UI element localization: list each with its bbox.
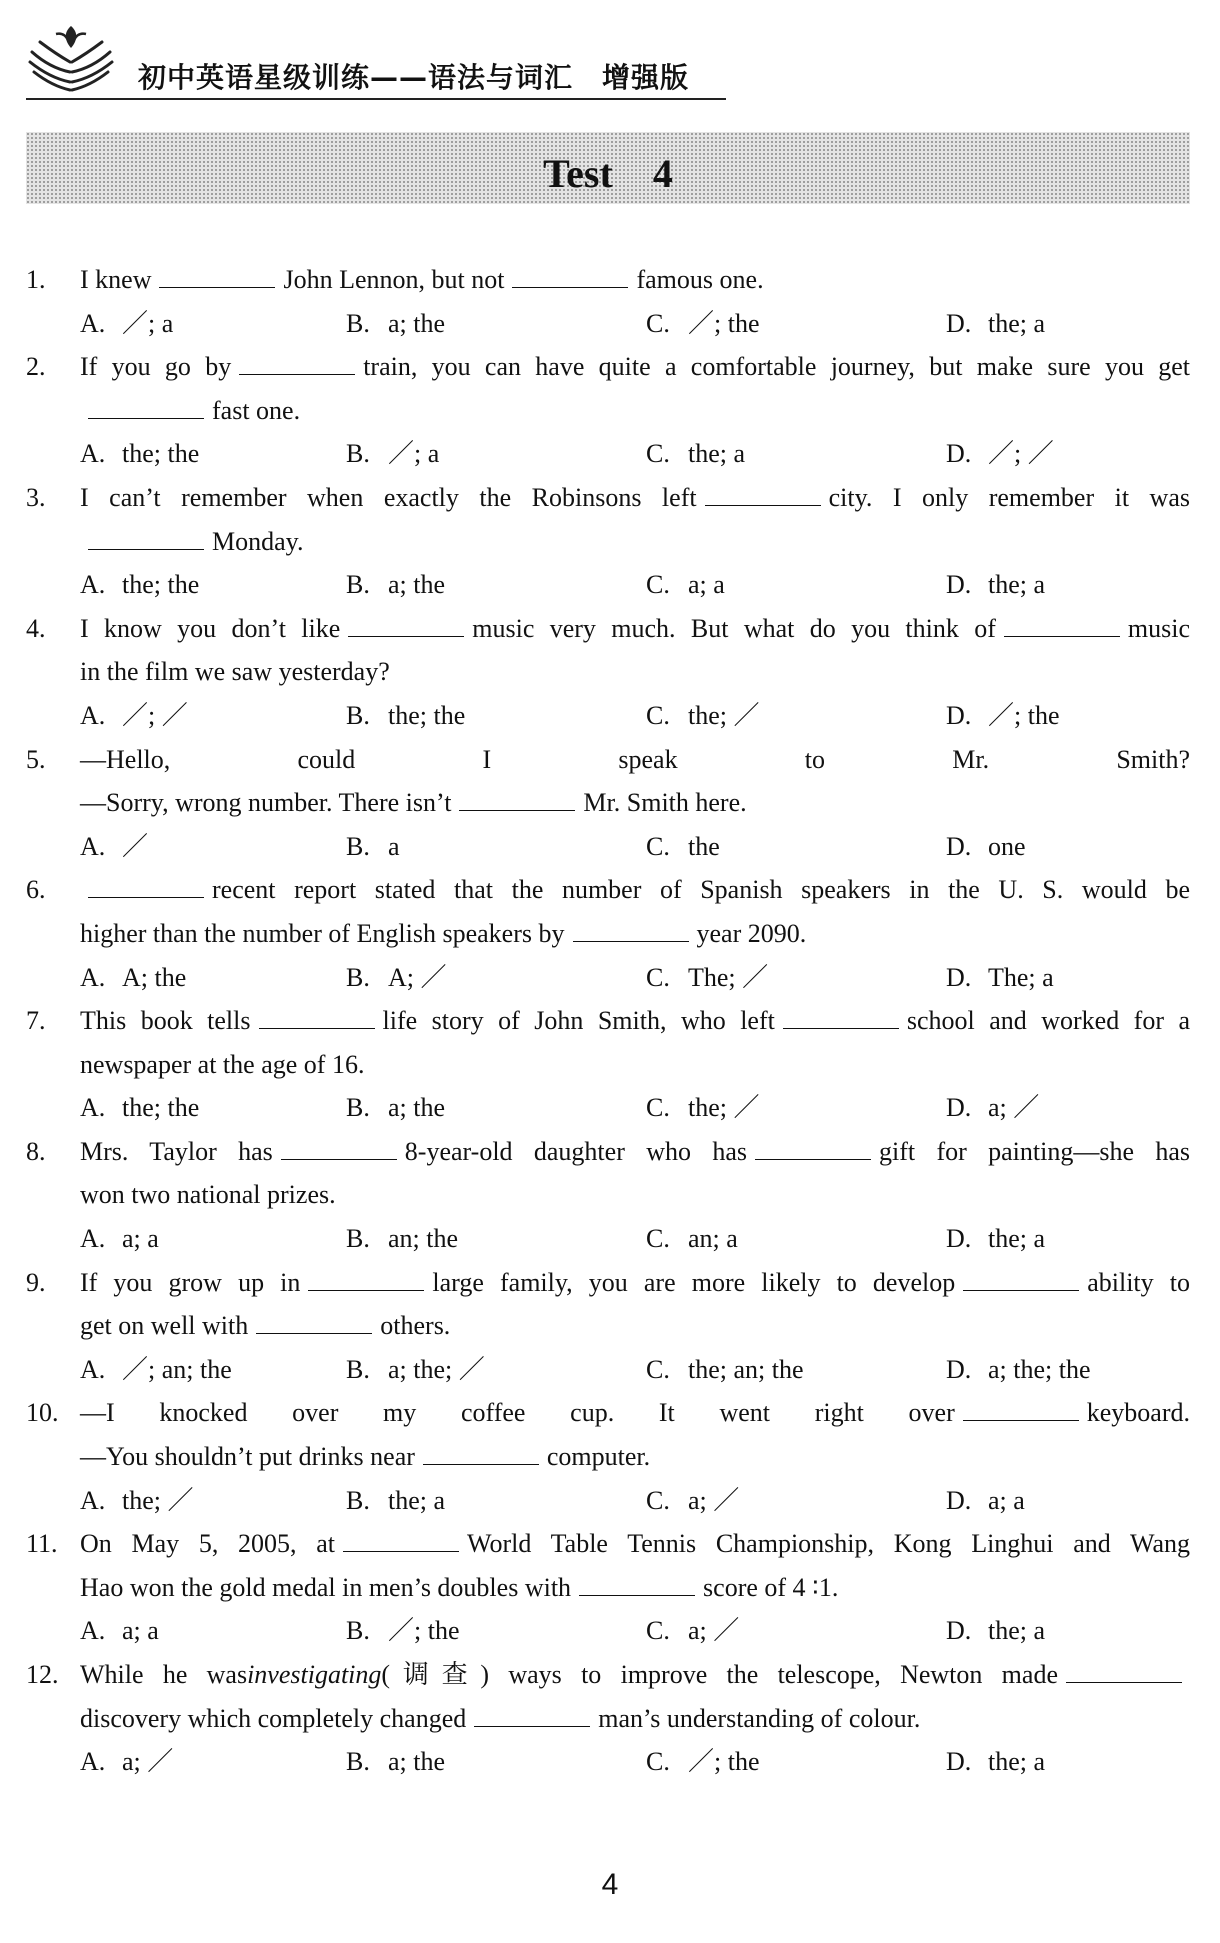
options-row <box>26 1609 1190 1653</box>
option-d[interactable] <box>946 694 1060 738</box>
option-text: the; the <box>122 439 200 469</box>
option-a[interactable] <box>80 302 173 346</box>
stem-text: While he was <box>80 1660 248 1689</box>
option-letter: D. <box>946 700 972 730</box>
options-row <box>26 694 1190 738</box>
options-row <box>26 432 1190 476</box>
question-stem-line <box>26 999 1190 1043</box>
stem-text: gift for painting—she has <box>879 1136 1191 1166</box>
option-letter: C. <box>646 1224 670 1254</box>
option-d[interactable] <box>946 1609 1045 1653</box>
option-letter: A. <box>80 1616 106 1646</box>
question-6 <box>26 868 1190 999</box>
option-text: ／; the <box>388 1616 460 1646</box>
stem-text: This book tells <box>80 1006 251 1036</box>
answer-blank[interactable] <box>239 354 355 375</box>
question-stem-line <box>26 868 1190 912</box>
option-a[interactable] <box>80 563 199 607</box>
option-letter: D. <box>946 1093 972 1123</box>
option-letter: C. <box>646 1616 670 1646</box>
stem-text: If you go by <box>80 352 232 382</box>
option-text: a; the <box>388 570 446 600</box>
options-row <box>26 1217 1190 1261</box>
option-letter: C. <box>646 308 670 338</box>
option-b[interactable] <box>346 1479 445 1523</box>
option-letter: A. <box>80 1224 106 1254</box>
option-text: the; a <box>988 570 1046 600</box>
option-a[interactable] <box>80 1086 199 1130</box>
option-letter: C. <box>646 439 670 469</box>
stem-text: Hao won the gold medal in men’s doubles with <box>80 1572 572 1602</box>
stem-text: —I knocked over my coffee cup. It went right over <box>80 1398 955 1428</box>
option-text: the; a <box>988 1616 1046 1646</box>
option-c[interactable] <box>646 956 768 1000</box>
header-rule <box>26 98 726 100</box>
option-c[interactable] <box>646 302 760 346</box>
option-text: the; ／ <box>122 1485 194 1515</box>
option-letter: B. <box>346 308 370 338</box>
option-text: the; a <box>388 1485 446 1515</box>
option-text: a; ／ <box>688 1616 740 1646</box>
stem-text: Mr. Smith here. <box>583 788 747 818</box>
option-text: ／; the <box>688 308 760 338</box>
answer-blank[interactable] <box>88 529 204 550</box>
stem-text: man’s understanding of colour. <box>598 1703 921 1733</box>
question-stem-line <box>26 781 1190 825</box>
option-d[interactable] <box>946 1479 1025 1523</box>
stem-text: in the film we saw yesterday? <box>80 657 390 687</box>
option-a[interactable] <box>80 694 188 738</box>
question-7 <box>26 999 1190 1130</box>
option-b[interactable] <box>346 1609 460 1653</box>
option-letter: D. <box>946 570 972 600</box>
option-c[interactable] <box>646 1348 804 1392</box>
options-row <box>26 825 1190 869</box>
option-text: an; the <box>388 1224 459 1254</box>
option-letter: C. <box>646 700 670 730</box>
option-letter: A. <box>80 1354 106 1384</box>
question-number: 2. <box>26 352 46 382</box>
question-5 <box>26 738 1190 869</box>
question-11 <box>26 1522 1190 1653</box>
test-title: Test 4 <box>543 151 673 196</box>
option-c[interactable] <box>646 563 725 607</box>
options-row <box>26 563 1190 607</box>
stem-text: others. <box>380 1311 451 1341</box>
stem-text: recent report stated that the number of Spanish speakers in the U. S. would be <box>212 875 1190 905</box>
answer-blank[interactable] <box>963 1270 1079 1291</box>
question-1 <box>26 258 1190 345</box>
option-letter: B. <box>346 831 370 861</box>
option-text: ／; a <box>388 439 440 469</box>
option-text: a; the; the <box>988 1354 1091 1384</box>
option-b[interactable] <box>346 1348 485 1392</box>
question-list <box>26 258 1190 1784</box>
question-stem-line <box>26 1697 1190 1741</box>
option-d[interactable] <box>946 956 1054 1000</box>
stem-text: 8-year-old daughter who has <box>404 1136 747 1166</box>
option-text: one <box>988 831 1026 861</box>
question-stem-line <box>26 650 1190 694</box>
option-b[interactable] <box>346 825 400 869</box>
option-text: a; ／ <box>988 1093 1040 1123</box>
option-letter: D. <box>946 308 972 338</box>
option-text: a; ／ <box>122 1747 174 1777</box>
answer-blank[interactable] <box>963 1400 1079 1421</box>
option-letter: B. <box>346 439 370 469</box>
option-text: ／; the <box>688 1747 760 1777</box>
option-b[interactable] <box>346 694 465 738</box>
stem-text: won two national prizes. <box>80 1180 336 1210</box>
option-text: The; ／ <box>688 962 769 992</box>
stem-text: Mrs. Taylor has <box>80 1136 273 1166</box>
options-row <box>26 1479 1190 1523</box>
option-d[interactable] <box>946 825 1026 869</box>
option-c[interactable] <box>646 1479 739 1523</box>
question-number: 4. <box>26 613 46 643</box>
question-stem-line <box>26 738 1190 782</box>
answer-blank[interactable] <box>755 1139 871 1160</box>
stem-text: school and worked for a <box>906 1006 1190 1036</box>
options-row <box>26 956 1190 1000</box>
option-text: A; the <box>122 962 187 992</box>
option-letter: A. <box>80 1747 106 1777</box>
question-number: 7. <box>26 1006 46 1036</box>
page-number: 4 <box>601 1868 619 1901</box>
option-letter: A. <box>80 700 106 730</box>
question-9 <box>26 1261 1190 1392</box>
option-text: a; a <box>122 1224 159 1254</box>
answer-blank[interactable] <box>579 1575 695 1596</box>
option-text: ／; the <box>988 700 1060 730</box>
option-letter: B. <box>346 1747 370 1777</box>
option-text: the; a <box>988 308 1046 338</box>
answer-blank[interactable] <box>348 616 464 637</box>
option-text: the; ／ <box>688 1093 760 1123</box>
option-text: a; a <box>688 570 725 600</box>
option-text: ／; ／ <box>122 700 188 730</box>
question-number: 6. <box>26 875 46 905</box>
option-d[interactable] <box>946 563 1045 607</box>
question-stem-line <box>26 1522 1190 1566</box>
answer-blank[interactable] <box>423 1444 539 1465</box>
option-a[interactable] <box>80 1740 173 1784</box>
stem-text: John Lennon, but not <box>283 265 505 294</box>
option-letter: A. <box>80 1485 106 1515</box>
stem-text: (调查) ways to improve the telescope, Newton made <box>381 1660 1058 1689</box>
question-number: 11. <box>26 1529 58 1559</box>
option-letter: D. <box>946 1616 972 1646</box>
option-d[interactable] <box>946 1740 1045 1784</box>
option-letter: C. <box>646 831 670 861</box>
option-d[interactable] <box>946 432 1054 476</box>
option-d[interactable] <box>946 302 1045 346</box>
option-letter: C. <box>646 570 670 600</box>
stem-text: get on well with <box>80 1311 249 1341</box>
option-letter: C. <box>646 962 670 992</box>
question-number: 3. <box>26 482 46 512</box>
option-text: the; the <box>122 570 200 600</box>
option-d[interactable] <box>946 1348 1091 1392</box>
option-text: a <box>388 831 400 861</box>
option-text: an; a <box>688 1224 738 1254</box>
option-letter: D. <box>946 439 972 469</box>
stem-text: I know you don’t like <box>80 613 341 643</box>
question-stem-line <box>26 1304 1190 1348</box>
answer-blank[interactable] <box>474 1706 590 1727</box>
stem-text: large family, you are more likely to develop <box>432 1267 956 1297</box>
option-text: the; ／ <box>688 700 760 730</box>
question-8 <box>26 1130 1190 1261</box>
stem-text: newspaper at the age of 16. <box>80 1049 365 1079</box>
option-d[interactable] <box>946 1086 1039 1130</box>
options-row <box>26 1740 1190 1784</box>
answer-blank[interactable] <box>88 877 204 898</box>
question-stem-line <box>26 1435 1190 1479</box>
answer-blank[interactable] <box>256 1313 372 1334</box>
option-text: A; ／ <box>388 962 447 992</box>
stem-text: I can’t remember when exactly the Robinsons left <box>80 482 697 512</box>
question-stem-line <box>26 1261 1190 1305</box>
question-number: 5. <box>26 744 46 774</box>
answer-blank[interactable] <box>573 921 689 942</box>
option-letter: A. <box>80 962 106 992</box>
answer-blank[interactable] <box>88 398 204 419</box>
option-letter: A. <box>80 308 106 338</box>
option-letter: D. <box>946 962 972 992</box>
stem-text: music <box>1127 613 1190 643</box>
option-c[interactable] <box>646 1609 739 1653</box>
option-letter: C. <box>646 1354 670 1384</box>
option-b[interactable] <box>346 1740 445 1784</box>
stem-text: investigating <box>247 1660 382 1689</box>
option-text: ／ <box>122 831 149 861</box>
option-letter: D. <box>946 1485 972 1515</box>
option-text: a; ／ <box>688 1485 740 1515</box>
option-b[interactable] <box>346 1086 445 1130</box>
stem-text: On May 5, 2005, at <box>80 1529 336 1559</box>
option-b[interactable] <box>346 956 447 1000</box>
option-text: a; the <box>388 1747 446 1777</box>
option-a[interactable] <box>80 1609 159 1653</box>
option-b[interactable] <box>346 563 445 607</box>
stem-text: life story of John Smith, who left <box>382 1006 775 1036</box>
option-a[interactable] <box>80 1479 194 1523</box>
stem-text: —Hello, could I speak to Mr. Smith? <box>80 744 1190 774</box>
option-b[interactable] <box>346 302 445 346</box>
option-letter: B. <box>346 1354 370 1384</box>
stem-text: keyboard. <box>1086 1398 1190 1428</box>
answer-blank[interactable] <box>159 267 275 288</box>
stem-text: city. I only remember it was <box>828 482 1190 512</box>
answer-blank[interactable] <box>1004 616 1120 637</box>
test-banner <box>26 132 1190 204</box>
answer-blank[interactable] <box>281 1139 397 1160</box>
option-letter: C. <box>646 1485 670 1515</box>
question-number: 1. <box>26 265 46 294</box>
option-a[interactable] <box>80 432 199 476</box>
option-text: the; the <box>122 1093 200 1123</box>
question-stem-line <box>26 476 1190 520</box>
question-stem-line <box>26 912 1190 956</box>
option-text: The; a <box>988 962 1054 992</box>
stem-text: Monday. <box>212 526 304 556</box>
option-text: the; the <box>388 700 466 730</box>
book-wing-logo <box>26 22 116 92</box>
question-number: 12. <box>26 1660 59 1689</box>
stem-text: World Table Tennis Championship, Kong Linghui and Wang <box>467 1529 1190 1559</box>
option-text: the; a <box>988 1747 1046 1777</box>
answer-blank[interactable] <box>1066 1662 1182 1683</box>
question-3 <box>26 476 1190 607</box>
question-number: 10. <box>26 1398 59 1428</box>
option-text: the; an; the <box>688 1354 804 1384</box>
question-stem-line <box>26 1566 1190 1610</box>
stem-text: ability to <box>1087 1267 1190 1297</box>
option-text: the; a <box>988 1224 1046 1254</box>
stem-text: —You shouldn’t put drinks near <box>80 1442 415 1472</box>
options-row <box>26 302 1190 346</box>
question-number: 8. <box>26 1136 46 1166</box>
question-stem-line <box>26 607 1190 651</box>
option-letter: A. <box>80 831 106 861</box>
stem-text: If you grow up in <box>80 1267 301 1297</box>
option-text: ／; an; the <box>122 1354 232 1384</box>
stem-text: score of 4 ∶1. <box>703 1572 839 1602</box>
stem-text: —Sorry, wrong number. There isn’t <box>80 788 452 818</box>
option-text: the; a <box>688 439 746 469</box>
option-c[interactable] <box>646 432 745 476</box>
option-text: ／; a <box>122 308 174 338</box>
option-letter: A. <box>80 1093 106 1123</box>
option-letter: D. <box>946 1354 972 1384</box>
book-title: 初中英语星级训练——语法与词汇 增强版 <box>138 61 690 94</box>
question-2 <box>26 345 1190 476</box>
question-stem-line <box>26 1043 1190 1087</box>
option-a[interactable] <box>80 1217 159 1261</box>
answer-blank[interactable] <box>259 1008 375 1029</box>
option-c[interactable] <box>646 825 720 869</box>
question-number: 9. <box>26 1267 46 1297</box>
options-row <box>26 1086 1190 1130</box>
option-a[interactable] <box>80 956 186 1000</box>
option-letter: A. <box>80 570 106 600</box>
answer-blank[interactable] <box>459 790 575 811</box>
stem-text: year 2090. <box>696 918 807 948</box>
option-text: a; the; ／ <box>388 1354 485 1384</box>
page-header <box>26 22 726 102</box>
stem-text: train, you can have quite a comfortable journey, but make sure you get <box>363 352 1190 382</box>
option-letter: D. <box>946 1224 972 1254</box>
stem-text: discovery which completely changed <box>80 1703 467 1733</box>
option-text: the <box>688 831 720 861</box>
option-letter: C. <box>646 1747 670 1777</box>
options-row <box>26 1348 1190 1392</box>
option-b[interactable] <box>346 1217 458 1261</box>
answer-blank[interactable] <box>343 1531 459 1552</box>
question-10 <box>26 1391 1190 1522</box>
option-text: a; the <box>388 308 446 338</box>
question-stem-line <box>26 258 1190 302</box>
question-12 <box>26 1653 1190 1784</box>
stem-text: computer. <box>546 1442 651 1472</box>
question-stem-line <box>26 1130 1190 1174</box>
option-letter: D. <box>946 1747 972 1777</box>
answer-blank[interactable] <box>783 1008 899 1029</box>
stem-text: higher than the number of English speakers by <box>80 918 565 948</box>
option-c[interactable] <box>646 1086 760 1130</box>
option-letter: B. <box>346 700 370 730</box>
option-text: ／; ／ <box>988 439 1054 469</box>
option-a[interactable] <box>80 1348 232 1392</box>
option-letter: B. <box>346 1616 370 1646</box>
option-text: a; a <box>122 1616 159 1646</box>
option-letter: B. <box>346 1485 370 1515</box>
option-b[interactable] <box>346 432 439 476</box>
question-stem-line <box>26 389 1190 433</box>
answer-blank[interactable] <box>512 267 628 288</box>
option-c[interactable] <box>646 694 760 738</box>
question-stem-line <box>26 1653 1190 1697</box>
option-letter: C. <box>646 1093 670 1123</box>
stem-text: music very much. But what do you think of <box>472 613 996 643</box>
question-4 <box>26 607 1190 738</box>
option-text: a; the <box>388 1093 446 1123</box>
option-letter: A. <box>80 439 106 469</box>
stem-text: famous one. <box>636 265 764 294</box>
option-letter: B. <box>346 570 370 600</box>
stem-text: I knew <box>80 265 152 294</box>
option-a[interactable] <box>80 825 148 869</box>
question-stem-line <box>26 1391 1190 1435</box>
option-c[interactable] <box>646 1217 738 1261</box>
option-text: a; a <box>988 1485 1025 1515</box>
option-d[interactable] <box>946 1217 1045 1261</box>
answer-blank[interactable] <box>705 485 821 506</box>
option-letter: B. <box>346 1093 370 1123</box>
answer-blank[interactable] <box>308 1270 424 1291</box>
option-c[interactable] <box>646 1740 760 1784</box>
option-letter: B. <box>346 962 370 992</box>
question-stem-line <box>26 520 1190 564</box>
question-stem-line <box>26 345 1190 389</box>
option-letter: B. <box>346 1224 370 1254</box>
question-stem-line <box>26 1173 1190 1217</box>
option-letter: D. <box>946 831 972 861</box>
stem-text: fast one. <box>212 395 301 425</box>
